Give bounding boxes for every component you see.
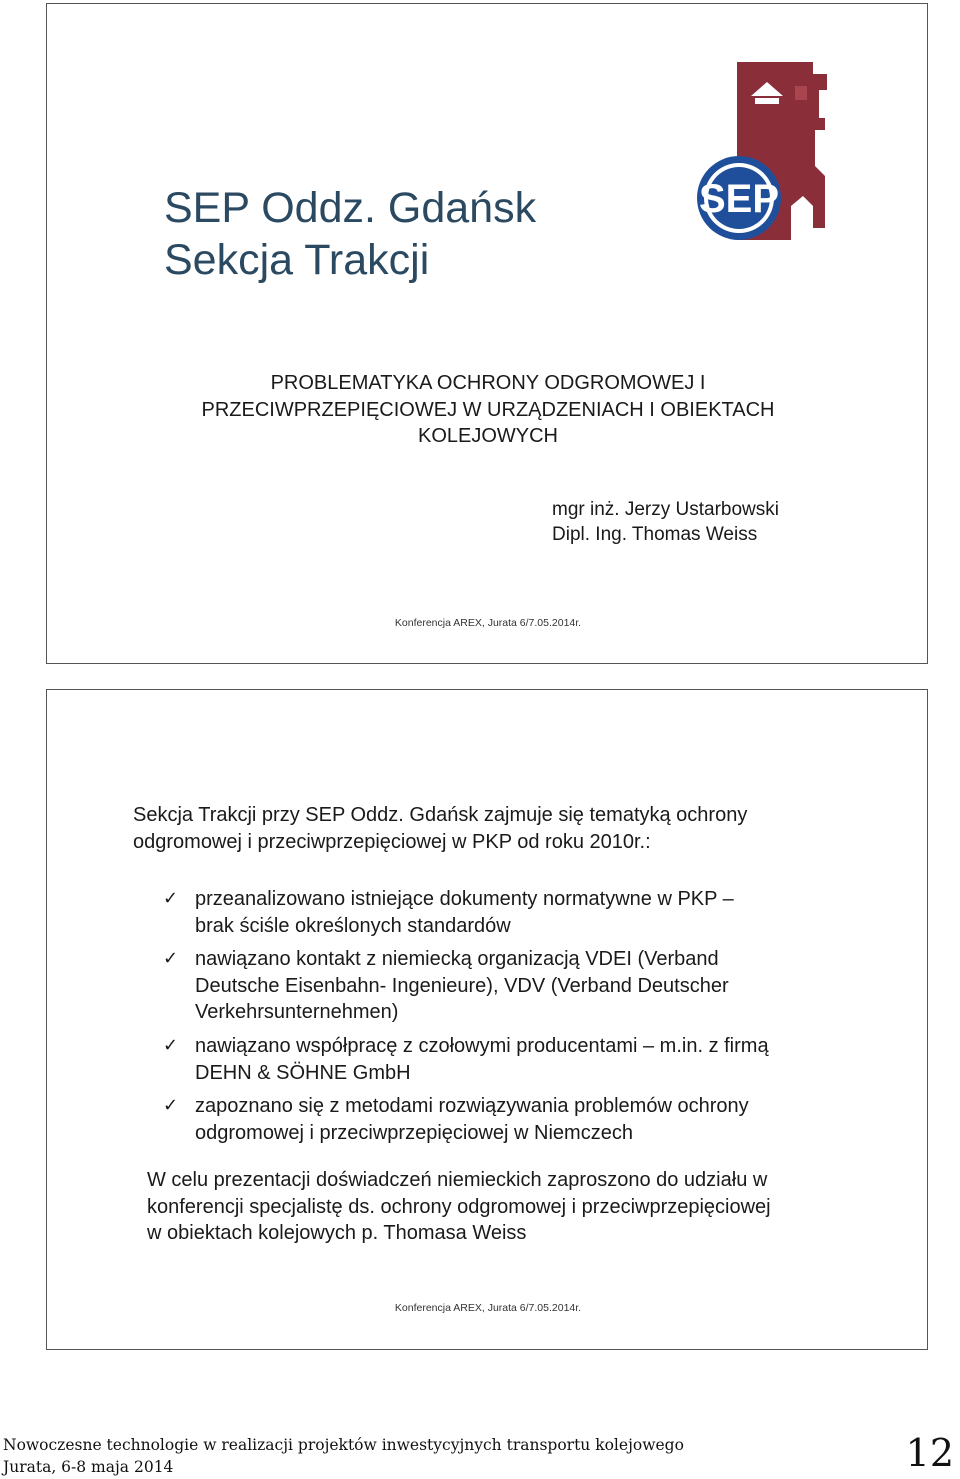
list-item: [155, 1033, 845, 1086]
list-item: [155, 946, 845, 1026]
page-footer: [3, 1434, 684, 1478]
checkmark-icon: ✓: [163, 948, 179, 970]
subtitle-line: PROBLEMATYKA OCHRONY ODGROMOWEJ I: [270, 372, 706, 394]
list-item-line: DEHN & SÖHNE GmbH: [195, 1061, 411, 1084]
list-item-line: nawiązano kontakt z niemiecką organizacją VDEI (Verband: [195, 948, 719, 971]
logo-text: SEP: [698, 177, 780, 221]
list-item-line: brak ściśle określonych standardów: [195, 914, 511, 937]
title-line: SEP Oddz. Gdańsk: [164, 184, 537, 232]
title-line: Sekcja Trakcji: [164, 236, 430, 284]
outro-paragraph: [147, 1167, 857, 1247]
subtitle-line: KOLEJOWYCH: [417, 425, 559, 447]
slide-2: [46, 689, 928, 1350]
slide-1: [46, 3, 928, 664]
list-item-line: Deutsche Eisenbahn- Ingenieure), VDV (Verband Deutscher: [195, 974, 729, 997]
authors: [552, 497, 779, 547]
list-item-line: przeanalizowano istniejące dokumenty normatywne w PKP –: [195, 888, 734, 910]
list-item-line: odgromowej i przeciwprzepięciowej w Niemczech: [195, 1121, 633, 1144]
conference-date: Jurata, 6-8 maja 2014: [3, 1458, 174, 1476]
list-item-line: nawiązano współpracę z czołowymi producentami – m.in. z firmą: [195, 1034, 769, 1057]
author: Dipl. Ing. Thomas Weiss: [552, 524, 758, 545]
conference-title: Nowoczesne technologie w realizacji projektów inwestycyjnych transportu kolejowego: [3, 1436, 684, 1454]
list-item-line: zapoznano się z metodami rozwiązywania problemów ochrony: [195, 1095, 749, 1118]
checkmark-icon: ✓: [163, 1034, 179, 1056]
checkmark-icon: ✓: [163, 1095, 179, 1117]
slide-footer: Konferencja AREX, Jurata 6/7.05.2014r.: [394, 617, 582, 629]
outro-line: W celu prezentacji doświadczeń niemieckich zaproszono do udziału w: [147, 1169, 768, 1191]
list-item-line: Verkehrsunternehmen): [195, 1001, 399, 1024]
intro-paragraph: [133, 802, 853, 856]
checkmark-icon: ✓: [163, 888, 179, 909]
subtitle-line: PRZECIWPRZEPIĘCIOWEJ W URZĄDZENIACH I OBIEKTACH: [201, 398, 775, 421]
presentation-subtitle: [47, 370, 929, 450]
slide-footer: Konferencja AREX, Jurata 6/7.05.2014r.: [394, 1302, 582, 1314]
sep-logo: [695, 56, 830, 242]
page-number: 12: [905, 1431, 954, 1475]
list-item: [155, 886, 845, 939]
intro-line: Sekcja Trakcji przy SEP Oddz. Gdańsk zajmuje się tematyką ochrony: [133, 804, 748, 826]
achievements-list: [155, 886, 845, 1153]
author: mgr inż. Jerzy Ustarbowski: [552, 499, 779, 520]
outro-line: konferencji specjalistę ds. ochrony odgromowej i przeciwprzepięciowej: [147, 1195, 771, 1218]
slide-title: [164, 182, 536, 286]
list-item: [155, 1093, 845, 1146]
intro-line: odgromowej i przeciwprzepięciowej w PKP od roku 2010r.:: [133, 831, 651, 853]
outro-line: w obiektach kolejowych p. Thomasa Weiss: [147, 1222, 527, 1245]
